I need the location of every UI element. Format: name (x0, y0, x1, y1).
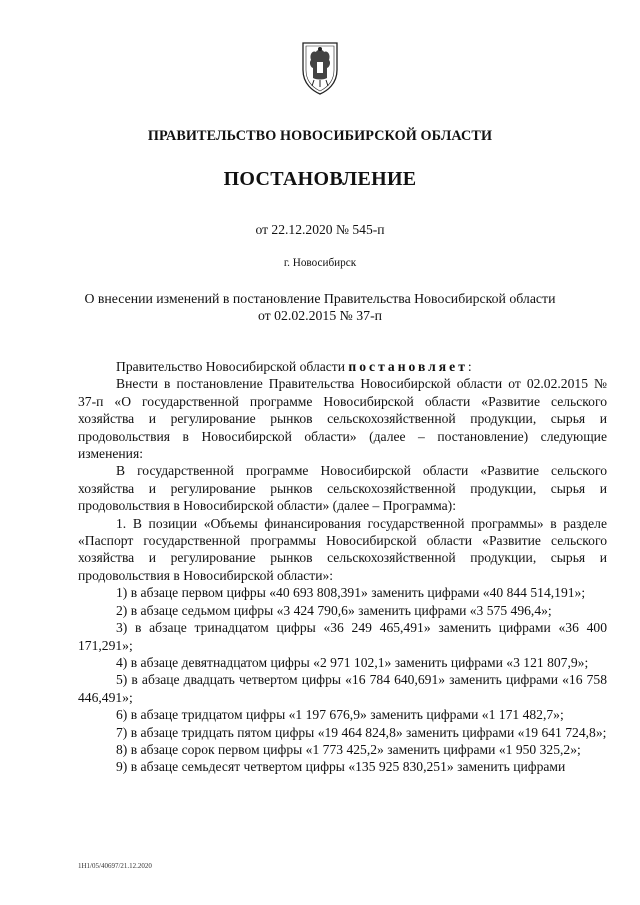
document-body (78, 358, 607, 776)
body-paragraph: 3) в абзаце тринадцатом цифры «36 249 465,491» заменить цифрами «36 400 171,291»; (78, 620, 607, 653)
subject-line-1: О внесении изменений в постановление Правительства Новосибирской области (84, 291, 556, 306)
subject-line-2: от 02.02.2015 № 37-п (257, 308, 383, 323)
body-paragraph: 9) в абзаце семьдесят четвертом цифры «135 925 830,251» заменить цифрами (116, 759, 566, 775)
intro-suffix: : (467, 359, 472, 374)
intro-paragraph (78, 358, 607, 375)
document-date-number: от 22.12.2020 № 545-п (255, 222, 385, 237)
body-paragraph: 1) в абзаце первом цифры «40 693 808,391» заменить цифрами «40 844 514,191»; (116, 585, 586, 601)
organization-title: ПРАВИТЕЛЬСТВО НОВОСИБИРСКОЙ ОБЛАСТИ (147, 128, 493, 144)
body-paragraph: 2) в абзаце седьмом цифры «3 424 790,6» заменить цифрами «3 575 496,4»; (116, 602, 552, 618)
coat-of-arms-icon (299, 40, 341, 96)
body-paragraph: 1. В позиции «Объемы финансирования государственной программы» в разделе «Паспорт государственной программы Новосибирской области «Развитие сельского хозяйства и регулирование рынков сельскохозяйственной продукции, сырья и продовольствия в Новосибирской области»: (78, 515, 607, 583)
footer-code: 1Н1/05/40697/21.12.2020 (78, 862, 152, 870)
intro-keyword: постановляет (348, 359, 468, 374)
body-paragraph: 8) в абзаце сорок первом цифры «1 773 425,2» заменить цифрами «1 950 325,2»; (116, 741, 581, 757)
intro-prefix: Правительство Новосибирской области (116, 359, 349, 374)
document-subject (60, 290, 580, 324)
document-city: г. Новосибирск (283, 257, 357, 269)
document-type: ПОСТАНОВЛЕНИЕ (223, 168, 417, 190)
body-paragraph: 5) в абзаце двадцать четвертом цифры «16 784 640,691» заменить цифрами «16 758 446,491»; (78, 672, 607, 705)
body-paragraph: 4) в абзаце девятнадцатом цифры «2 971 102,1» заменить цифрами «3 121 807,9»; (116, 654, 589, 670)
body-paragraph: 7) в абзаце тридцать пятом цифры «19 464 824,8» заменить цифрами «19 641 724,8»; (116, 724, 607, 740)
body-paragraph: Внести в постановление Правительства Новосибирской области от 02.02.2015 № 37-п «О государственной программе Новосибирской области «Развитие сельского хозяйства и регулирование рынков сельскохозяйственной продукции, сырья и продовольствия в Новосибирской области» (далее – постановление) следующие изменения: (78, 376, 607, 462)
body-paragraph: 6) в абзаце тридцатом цифры «1 197 676,9» заменить цифрами «1 171 482,7»; (116, 707, 564, 723)
body-paragraph: В государственной программе Новосибирской области «Развитие сельского хозяйства и регулирование рынков сельскохозяйственной продукции, сырья и продовольствия в Новосибирской области» (далее – Программа): (78, 463, 607, 514)
